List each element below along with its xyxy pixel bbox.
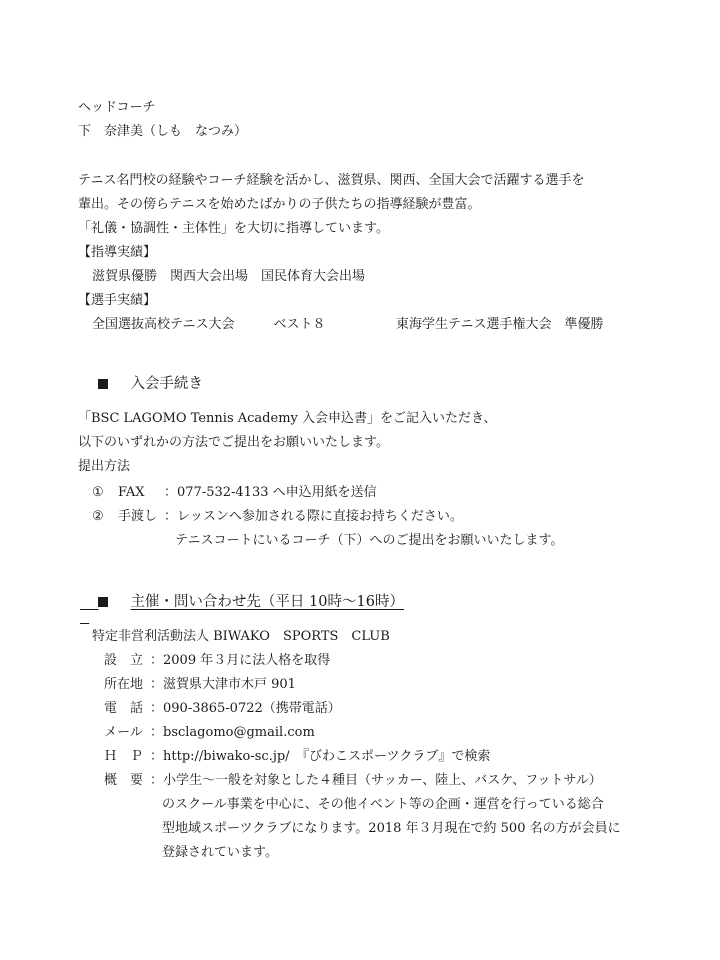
enrollment-line-1: 「BSC LAGOMO Tennis Academy 入会申込書」をご記入いただき、 bbox=[78, 411, 497, 426]
square-bullet-icon bbox=[98, 597, 108, 607]
method-1-number: ① bbox=[92, 485, 104, 500]
player-record-item-1: 全国選抜高校テニス大会 ベスト８ bbox=[92, 317, 326, 332]
square-bullet-icon bbox=[98, 379, 108, 389]
method-2-label: 手渡し bbox=[118, 509, 158, 524]
coach-motto: 「礼儀・協調性・主体性」を大切に指導しています。 bbox=[78, 221, 389, 236]
contact-label-phone: 電 話 bbox=[104, 701, 144, 716]
overview-continued-3: 登録されています。 bbox=[162, 845, 278, 860]
contact-heading bbox=[80, 580, 404, 624]
contact-value-address: ：滋賀県大津市木戸 901 bbox=[150, 677, 296, 692]
contact-label-address: 所在地 bbox=[104, 677, 144, 692]
achievements-list: 滋賀県優勝 関西大会出場 国民体育大会出場 bbox=[92, 269, 366, 284]
contact-value-homepage[interactable]: ：http://biwako-sc.jp/ 『びわこスポーツクラブ』で検索 bbox=[150, 749, 491, 764]
coach-name: 下 奈津美（しも なつみ） bbox=[78, 124, 248, 139]
achievements-heading: 【指導実績】 bbox=[78, 245, 157, 260]
contact-label-homepage: Ｈ Ｐ bbox=[104, 749, 144, 764]
coach-title: ヘッドコーチ bbox=[78, 100, 156, 115]
contact-value-founded: ：2009 年３月に法人格を取得 bbox=[150, 653, 331, 668]
contact-label-overview: 概 要 bbox=[104, 773, 144, 788]
enrollment-heading-text: 入会手続き bbox=[130, 375, 203, 392]
overview-continued-1: のスクール事業を中心に、その他イベント等の企画・運営を行っている総合 bbox=[162, 797, 604, 812]
method-2-text: ：レッスンへ参加される際に直接お持ちください。 bbox=[164, 509, 463, 524]
method-2-number: ② bbox=[92, 509, 104, 524]
method-1-label: FAX bbox=[118, 485, 145, 500]
coach-bio-line1: テニス名門校の経験やコーチ経験を活かし、滋賀県、関西、全国大会で活躍する選手を bbox=[78, 173, 585, 188]
method-2-text-cont: テニスコートにいるコーチ（下）へのご提出をお願いいたします。 bbox=[175, 533, 564, 548]
enrollment-heading bbox=[80, 362, 203, 406]
contact-value-email[interactable]: ：bsclagomo@gmail.com bbox=[150, 725, 315, 740]
contact-value-phone: ：090-3865-0722（携帯電話） bbox=[150, 701, 341, 716]
contact-label-email: メール bbox=[104, 725, 143, 740]
contact-value-overview: ：小学生～一般を対象とした４種目（サッカー、陸上、バスケ、フットサル） bbox=[150, 773, 602, 788]
player-record-item-2: 東海学生テニス選手権大会 準優勝 bbox=[396, 317, 604, 332]
enrollment-line-2: 以下のいずれかの方法でご提出をお願いいたします。 bbox=[78, 435, 389, 450]
submission-method-heading: 提出方法 bbox=[78, 459, 131, 474]
contact-label-founded: 設 立 bbox=[104, 653, 144, 668]
organization-name: 特定非営利活動法人 BIWAKO SPORTS CLUB bbox=[92, 629, 390, 644]
coach-bio-line2: 輩出。その傍らテニスを始めたばかりの子供たちの指導経験が豊富。 bbox=[78, 197, 481, 212]
contact-heading-text: 主催・問い合わせ先（平日 10時～16時） bbox=[130, 593, 404, 610]
overview-continued-2: 型地域スポーツクラブになります。2018 年３月現在で約 500 名の方が会員に bbox=[162, 821, 621, 836]
player-record-heading: 【選手実績】 bbox=[78, 293, 157, 308]
method-1-fax: ：077-532-4133 へ申込用紙を送信 bbox=[164, 485, 377, 500]
